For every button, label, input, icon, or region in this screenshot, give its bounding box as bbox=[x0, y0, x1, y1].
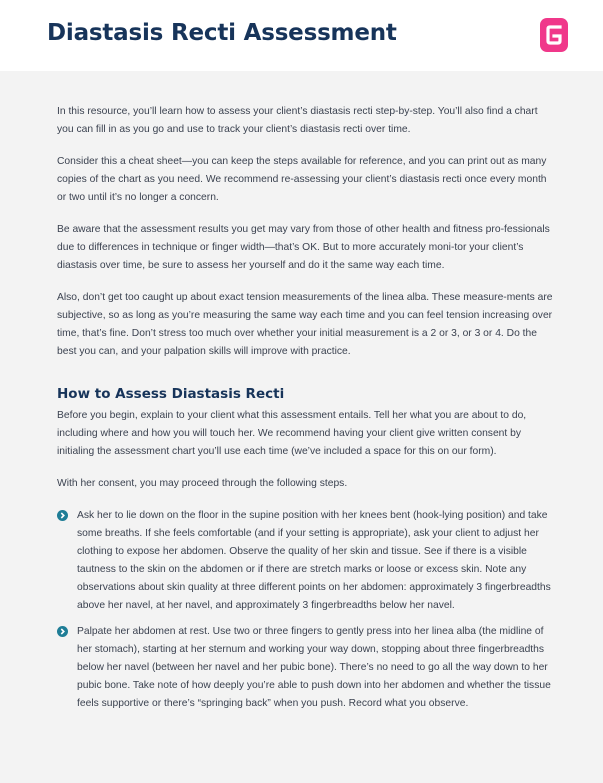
step-text: Ask her to lie down on the floor in the supine position with her knees bent (hook-lying position) and take some breaths. If she feels comfortable (and if your setting is appropriate), ask your client to adjust her clothing to expose her abdomen. Observe the quality of her skin and tissue. See if there is a visible tautness to the skin on the abdomen or if there are stretch marks or loose or excess skin. Note any observations about skin quality at three different points on her abdomen: approximately 3 fingerbreadths above her navel, at her navel, and approximately 3 fingerbreadths below her navel. bbox=[77, 510, 551, 611]
page-header bbox=[0, 0, 603, 71]
steps-list bbox=[57, 507, 557, 713]
step-text: Palpate her abdomen at rest. Use two or three fingers to gently press into her linea alba (the midline of her stomach), starting at her sternum and working your way down, stopping about three fingerbreadths below her navel (between her navel and her pubic bone). There’s no need to go all the way down to her pubic bone. Take note of how deeply you’re able to push down into her abdomen and whether the tissue feels supportive or there’s “springing back” when you push. Record what you observe. bbox=[77, 626, 551, 709]
section-paragraph: With her consent, you may proceed through the following steps. bbox=[57, 478, 348, 489]
list-item bbox=[77, 623, 557, 713]
intro-paragraph: Also, don’t get too caught up about exact tension measurements of the linea alba. These measure-ments are subjective, so as long as you’re measuring the same way each time and you can feel tension increasing over time, that’s fine. Don’t stress too much over whether your initial measurement is a 2 or 3, or 3 or 4. Do the best you can, and your palpation skills will improve with practice. bbox=[57, 292, 553, 357]
intro-paragraph: In this resource, you’ll learn how to assess your client’s diastasis recti step-by-step. You’ll also find a chart you can fill in as you go and use to track your client’s diastasis recti over time. bbox=[57, 106, 538, 135]
intro-paragraph: Be aware that the assessment results you get may vary from those of other health and fitness pro-fessionals due to differences in technique or finger width—that’s OK. But to more accurately moni-tor your client’s diastasis over time, be sure to assess her yourself and do it the same way each time. bbox=[57, 224, 550, 271]
chevron-right-icon bbox=[57, 626, 68, 637]
chevron-right-icon bbox=[57, 510, 68, 521]
document-body bbox=[57, 103, 557, 721]
page-title: Diastasis Recti Assessment bbox=[47, 20, 397, 46]
intro-paragraph: Consider this a cheat sheet—you can keep the steps available for reference, and you can print out as many copies of the chart as you need. We recommend re-assessing your client’s diastasis recti once every month or two until it’s no longer a concern. bbox=[57, 156, 547, 203]
section-heading: How to Assess Diastasis Recti bbox=[57, 386, 285, 402]
brand-logo-icon bbox=[540, 18, 568, 52]
section-paragraph: Before you begin, explain to your client what this assessment entails. Tell her what you are about to do, including where and how you will touch her. We recommend having your client give written consent by initialing the assessment chart you’ll use each time (we’ve included a space for this on our form). bbox=[57, 410, 527, 457]
list-item bbox=[77, 507, 557, 615]
